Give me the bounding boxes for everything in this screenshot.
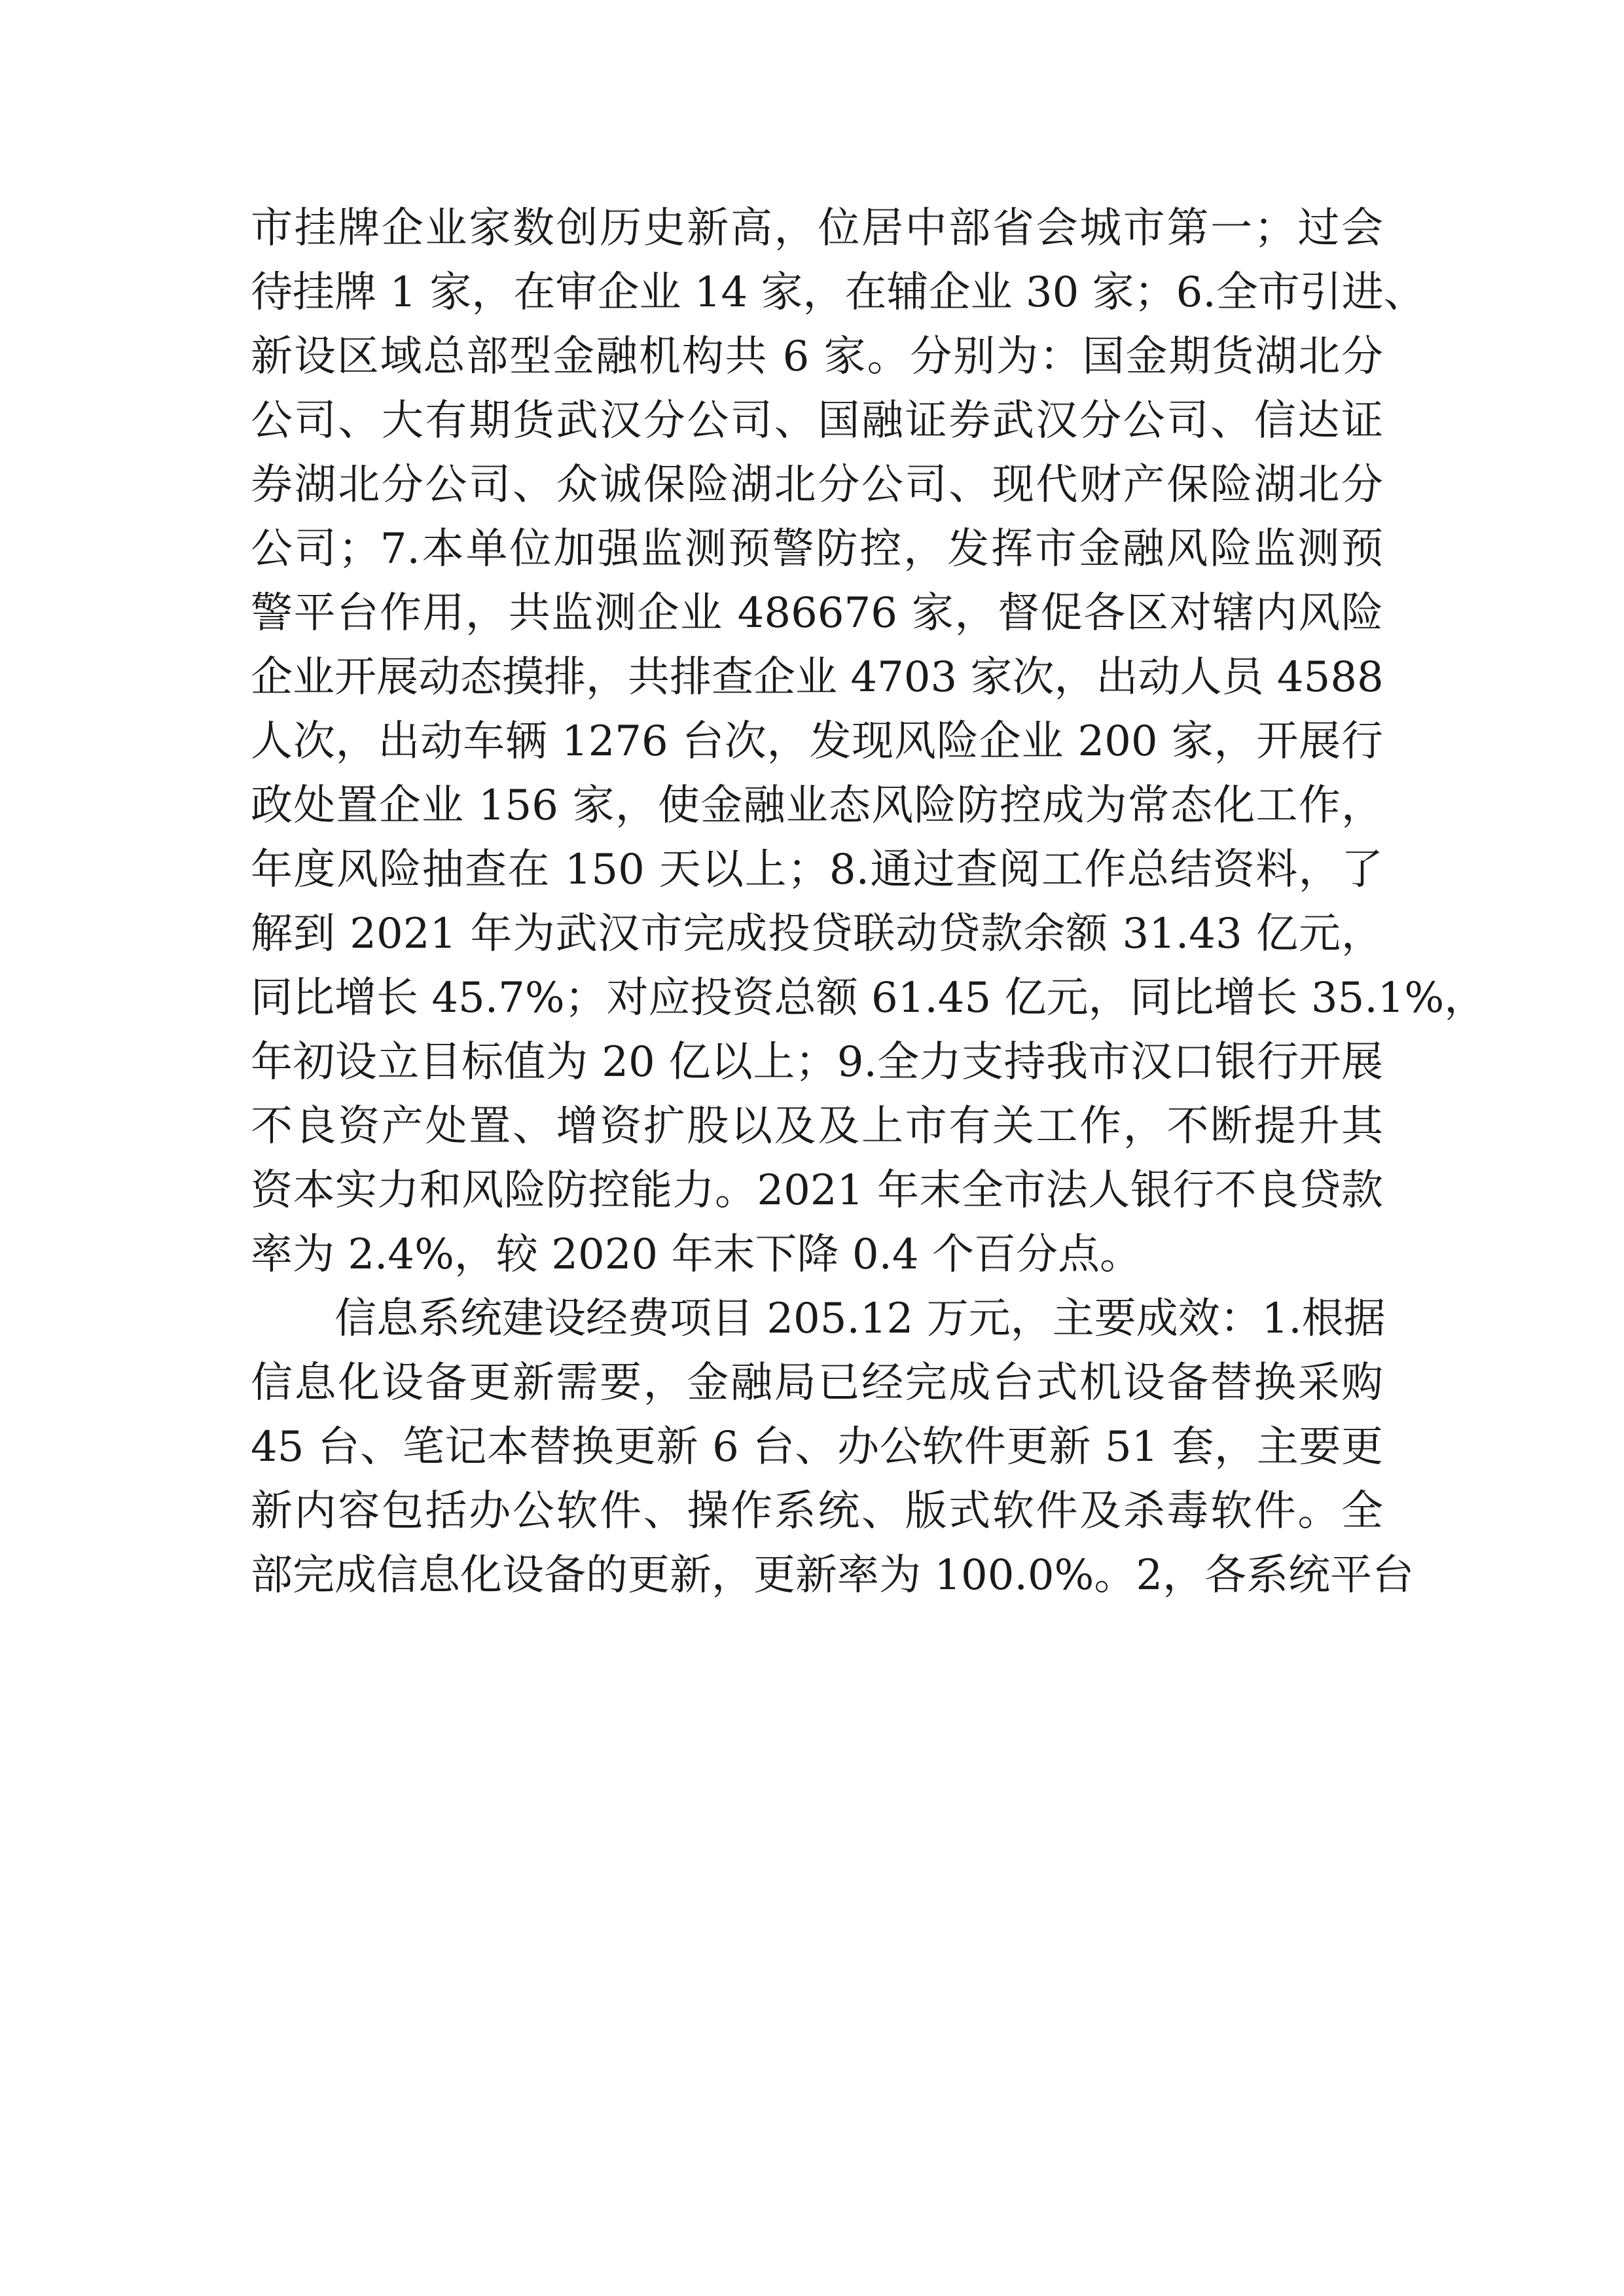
text-line: 券湖北分公司、众诚保险湖北分公司、现代财产保险湖北分: [251, 461, 1383, 509]
body-text: [251, 196, 1487, 1607]
text-line: 警平台作用，共监测企业 486676 家，督促各区对辖内风险: [251, 589, 1383, 637]
text-line: 市挂牌企业家数创历史新高，位居中部省会城市第一；过会: [251, 204, 1383, 253]
text-line: 年度风险抽查在 150 天以上；8.通过查阅工作总结资料，了: [251, 846, 1383, 894]
text-line: 待挂牌 1 家，在审企业 14 家，在辅企业 30 家；6.全市引进、: [251, 268, 1426, 317]
text-line: 政处置企业 156 家，使金融业态风险防控成为常态化工作，: [251, 781, 1383, 830]
text-line: 人次，出动车辆 1276 台次，发现风险企业 200 家，开展行: [251, 717, 1383, 766]
text-line: 新内容包括办公软件、操作系统、版式软件及杀毒软件。全: [251, 1487, 1383, 1535]
text-line: 信息化设备更新需要，金融局已经完成台式机设备替换采购: [251, 1359, 1383, 1407]
text-line: 公司、大有期货武汉分公司、国融证券武汉分公司、信达证: [251, 397, 1383, 445]
text-line: 新设区域总部型金融机构共 6 家。分别为：国金期货湖北分: [251, 332, 1383, 381]
text-line: 年初设立目标值为 20 亿以上；9.全力支持我市汉口银行开展: [251, 1038, 1383, 1086]
text-line: 公司；7.本单位加强监测预警防控，发挥市金融风险监测预: [251, 525, 1383, 573]
text-line: 解到 2021 年为武汉市完成投贷联动贷款余额 31.43 亿元，: [251, 910, 1383, 958]
paragraph-financial-results: [251, 196, 1487, 1287]
text-line: 信息系统建设经费项目 205.12 万元，主要成效：1.根据: [334, 1295, 1386, 1343]
text-line: 率为 2.4%，较 2020 年末下降 0.4 个百分点。: [251, 1230, 1142, 1279]
text-line: 部完成信息化设备的更新，更新率为 100.0%。2，各系统平台: [251, 1551, 1415, 1600]
paragraph-information-system: [251, 1287, 1415, 1607]
text-line: 资本实力和风险防控能力。2021 年末全市法人银行不良贷款: [251, 1166, 1383, 1215]
text-line: 同比增长 45.7%；对应投资总额 61.45 亿元，同比增长 35.1%，: [251, 974, 1487, 1022]
text-line: 45 台、笔记本替换更新 6 台、办公软件更新 51 套，主要更: [251, 1423, 1383, 1471]
text-line: 不良资产处置、增资扩股以及及上市有关工作，不断提升其: [251, 1102, 1383, 1151]
text-line: 企业开展动态摸排，共排查企业 4703 家次，出动人员 4588: [251, 653, 1384, 702]
